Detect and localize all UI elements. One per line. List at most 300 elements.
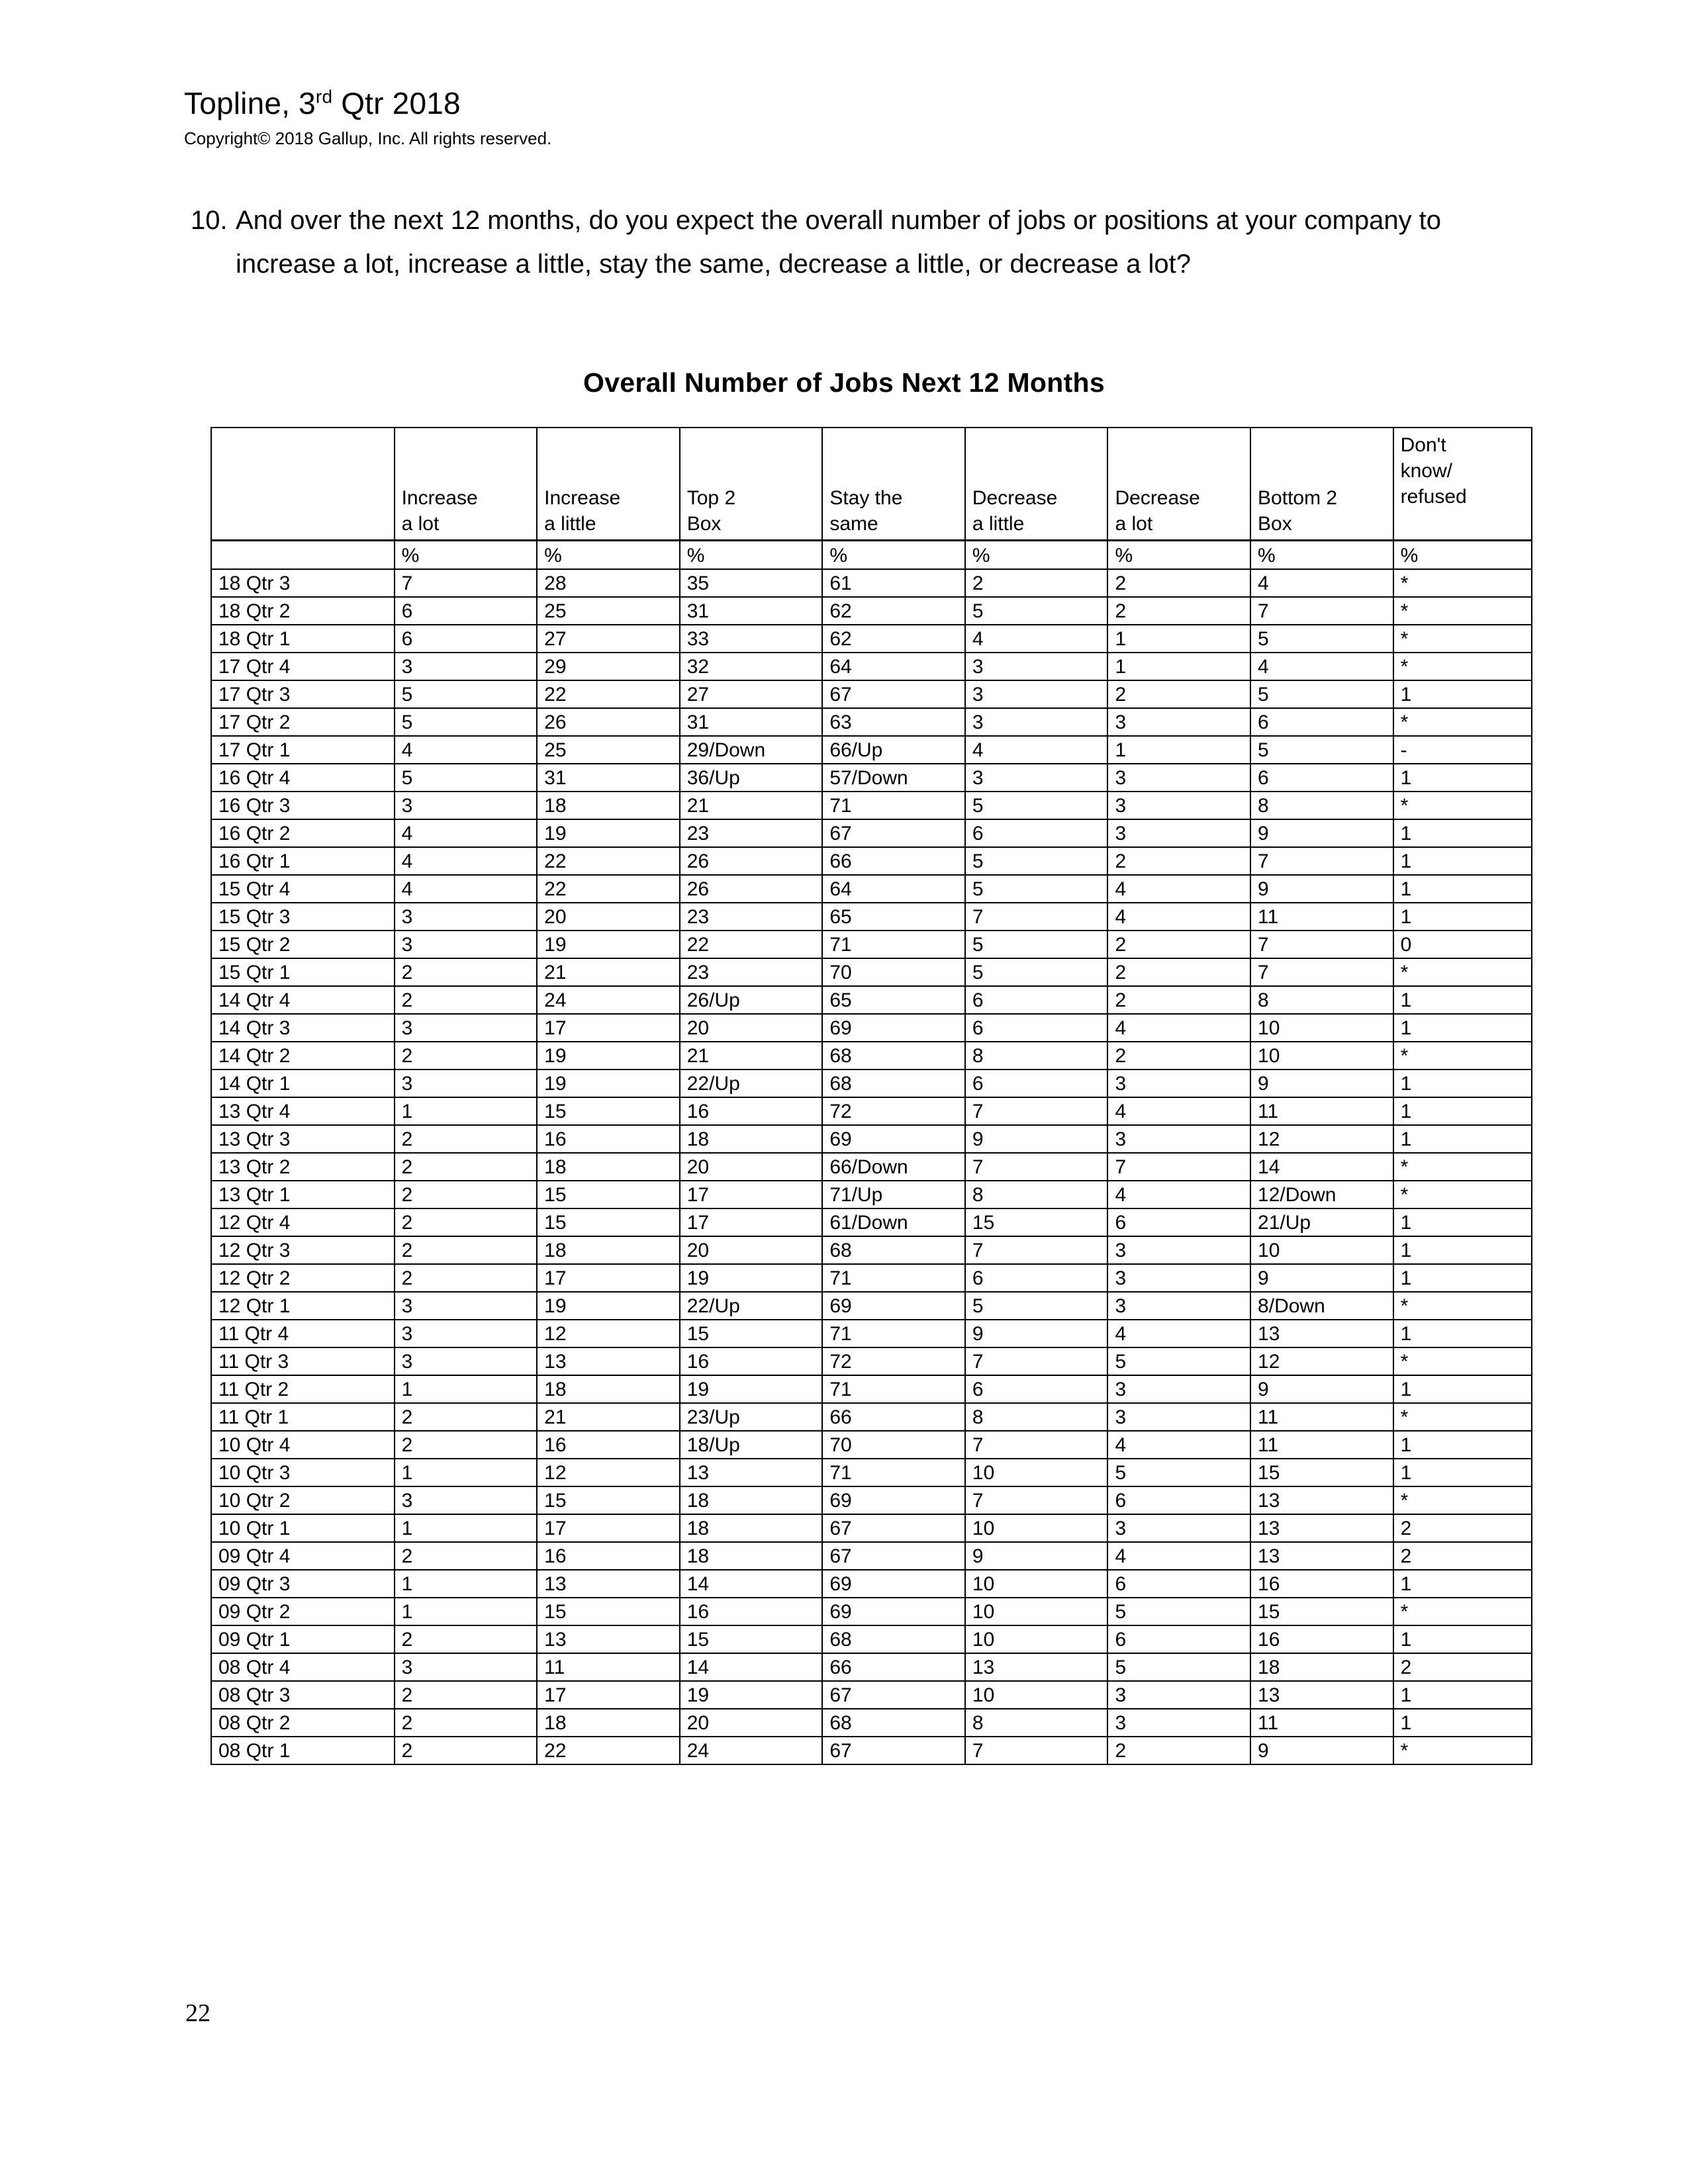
cell-bottom-2-box: 9: [1250, 1069, 1393, 1097]
cell-dont-know-refused: 1: [1393, 1320, 1532, 1347]
cell-increase-a-little: 18: [537, 1153, 680, 1181]
cell-stay-the-same: 71: [822, 1375, 965, 1403]
cell-increase-a-little: 19: [537, 819, 680, 847]
cell-stay-the-same: 72: [822, 1097, 965, 1125]
cell-dont-know-refused: *: [1393, 653, 1532, 680]
cell-stay-the-same: 66/Up: [822, 736, 965, 764]
cell-increase-a-lot: 2: [395, 1737, 538, 1764]
table-row: [211, 847, 1532, 875]
cell-period: 16 Qtr 2: [211, 819, 395, 847]
cell-period: 15 Qtr 4: [211, 875, 395, 903]
cell-top-2-box: 18/Up: [680, 1431, 823, 1459]
cell-bottom-2-box: 9: [1250, 1375, 1393, 1403]
cell-increase-a-lot: 3: [395, 1069, 538, 1097]
cell-top-2-box: 16: [680, 1347, 823, 1375]
table-row: [211, 597, 1532, 625]
cell-decrease-a-lot: 4: [1107, 1097, 1250, 1125]
cell-increase-a-lot: 3: [395, 931, 538, 958]
page-header: [184, 85, 1442, 150]
cell-bottom-2-box: 9: [1250, 819, 1393, 847]
cell-top-2-box: 32: [680, 653, 823, 680]
cell-bottom-2-box: 15: [1250, 1598, 1393, 1625]
cell-decrease-a-little: 7: [965, 1737, 1108, 1764]
cell-decrease-a-little: 5: [965, 958, 1108, 986]
cell-top-2-box: 20: [680, 1153, 823, 1181]
cell-top-2-box: 26/Up: [680, 986, 823, 1014]
cell-increase-a-little: 15: [537, 1208, 680, 1236]
table-row: [211, 1069, 1532, 1097]
cell-increase-a-lot: 3: [395, 1486, 538, 1514]
table-title: Overall Number of Jobs Next 12 Months: [583, 367, 1105, 398]
cell-stay-the-same: 67: [822, 1514, 965, 1542]
column-header-line: know/: [1400, 460, 1452, 482]
cell-bottom-2-box: 5: [1250, 680, 1393, 708]
cell-increase-a-lot: 2: [395, 986, 538, 1014]
cell-top-2-box: 17: [680, 1208, 823, 1236]
cell-increase-a-lot: 2: [395, 1709, 538, 1737]
cell-stay-the-same: 68: [822, 1069, 965, 1097]
cell-dont-know-refused: *: [1393, 1153, 1532, 1181]
cell-bottom-2-box: 6: [1250, 764, 1393, 792]
cell-period: 17 Qtr 4: [211, 653, 395, 680]
cell-increase-a-little: 13: [537, 1347, 680, 1375]
cell-decrease-a-lot: 3: [1107, 819, 1250, 847]
column-unit-bottom-2-box: %: [1250, 540, 1393, 569]
cell-dont-know-refused: *: [1393, 569, 1532, 597]
cell-increase-a-little: 22: [537, 847, 680, 875]
column-header-line: Increase: [544, 486, 621, 509]
cell-decrease-a-lot: 5: [1107, 1459, 1250, 1486]
cell-decrease-a-little: 5: [965, 597, 1108, 625]
cell-top-2-box: 16: [680, 1097, 823, 1125]
cell-increase-a-little: 19: [537, 931, 680, 958]
cell-increase-a-little: 16: [537, 1542, 680, 1570]
cell-top-2-box: 22: [680, 931, 823, 958]
cell-increase-a-lot: 1: [395, 1459, 538, 1486]
cell-top-2-box: 20: [680, 1236, 823, 1264]
cell-dont-know-refused: *: [1393, 958, 1532, 986]
cell-dont-know-refused: 1: [1393, 1236, 1532, 1264]
cell-bottom-2-box: 7: [1250, 958, 1393, 986]
cell-bottom-2-box: 5: [1250, 736, 1393, 764]
cell-dont-know-refused: *: [1393, 1292, 1532, 1320]
cell-stay-the-same: 69: [822, 1125, 965, 1153]
cell-top-2-box: 19: [680, 1375, 823, 1403]
cell-decrease-a-little: 5: [965, 847, 1108, 875]
cell-period: 14 Qtr 3: [211, 1014, 395, 1042]
cell-increase-a-little: 18: [537, 1709, 680, 1737]
copyright-notice: Copyright© 2018 Gallup, Inc. All rights reserved.: [184, 128, 552, 148]
cell-increase-a-lot: 3: [395, 1320, 538, 1347]
cell-increase-a-lot: 2: [395, 1153, 538, 1181]
cell-top-2-box: 18: [680, 1486, 823, 1514]
cell-decrease-a-lot: 2: [1107, 931, 1250, 958]
table-row: [211, 1486, 1532, 1514]
cell-increase-a-little: 12: [537, 1320, 680, 1347]
cell-top-2-box: 14: [680, 1653, 823, 1681]
cell-dont-know-refused: 1: [1393, 819, 1532, 847]
cell-increase-a-little: 31: [537, 764, 680, 792]
cell-decrease-a-little: 5: [965, 792, 1108, 819]
cell-increase-a-little: 15: [537, 1181, 680, 1208]
cell-stay-the-same: 66/Down: [822, 1153, 965, 1181]
cell-dont-know-refused: 1: [1393, 1375, 1532, 1403]
cell-decrease-a-lot: 3: [1107, 1375, 1250, 1403]
cell-dont-know-refused: 1: [1393, 1570, 1532, 1598]
cell-stay-the-same: 68: [822, 1042, 965, 1069]
table-row: [211, 958, 1532, 986]
cell-decrease-a-little: 3: [965, 708, 1108, 736]
cell-increase-a-little: 11: [537, 1653, 680, 1681]
table-row: [211, 1181, 1532, 1208]
cell-increase-a-lot: 2: [395, 1236, 538, 1264]
cell-decrease-a-lot: 5: [1107, 1653, 1250, 1681]
cell-top-2-box: 21: [680, 1042, 823, 1069]
cell-increase-a-lot: 2: [395, 1625, 538, 1653]
column-header-period: [211, 428, 395, 540]
cell-increase-a-lot: 7: [395, 569, 538, 597]
cell-top-2-box: 33: [680, 625, 823, 653]
cell-bottom-2-box: 8/Down: [1250, 1292, 1393, 1320]
cell-decrease-a-little: 3: [965, 680, 1108, 708]
cell-bottom-2-box: 16: [1250, 1570, 1393, 1598]
table-row: [211, 1403, 1532, 1431]
cell-increase-a-lot: 2: [395, 1264, 538, 1292]
table-row: [211, 819, 1532, 847]
cell-stay-the-same: 62: [822, 597, 965, 625]
cell-dont-know-refused: 1: [1393, 903, 1532, 931]
cell-period: 13 Qtr 2: [211, 1153, 395, 1181]
table-row: [211, 931, 1532, 958]
table-row: [211, 1014, 1532, 1042]
cell-increase-a-lot: 3: [395, 1014, 538, 1042]
cell-increase-a-lot: 2: [395, 1042, 538, 1069]
cell-top-2-box: 35: [680, 569, 823, 597]
cell-increase-a-little: 19: [537, 1042, 680, 1069]
cell-decrease-a-lot: 3: [1107, 1709, 1250, 1737]
cell-period: 08 Qtr 2: [211, 1709, 395, 1737]
cell-decrease-a-lot: 2: [1107, 958, 1250, 986]
cell-bottom-2-box: 10: [1250, 1042, 1393, 1069]
cell-increase-a-lot: 5: [395, 708, 538, 736]
cell-increase-a-lot: 2: [395, 1681, 538, 1709]
cell-decrease-a-little: 8: [965, 1709, 1108, 1737]
cell-increase-a-little: 22: [537, 1737, 680, 1764]
cell-stay-the-same: 71: [822, 931, 965, 958]
cell-increase-a-lot: 5: [395, 680, 538, 708]
cell-decrease-a-lot: 4: [1107, 1542, 1250, 1570]
cell-decrease-a-lot: 4: [1107, 1320, 1250, 1347]
cell-top-2-box: 31: [680, 597, 823, 625]
cell-period: 15 Qtr 2: [211, 931, 395, 958]
cell-decrease-a-lot: 2: [1107, 680, 1250, 708]
cell-decrease-a-lot: 2: [1107, 1737, 1250, 1764]
cell-dont-know-refused: *: [1393, 597, 1532, 625]
cell-top-2-box: 19: [680, 1264, 823, 1292]
cell-top-2-box: 23: [680, 903, 823, 931]
cell-decrease-a-lot: 3: [1107, 1681, 1250, 1709]
cell-stay-the-same: 67: [822, 1737, 965, 1764]
cell-decrease-a-lot: 4: [1107, 903, 1250, 931]
cell-period: 18 Qtr 3: [211, 569, 395, 597]
cell-dont-know-refused: 1: [1393, 764, 1532, 792]
cell-increase-a-little: 16: [537, 1125, 680, 1153]
cell-decrease-a-little: 7: [965, 1431, 1108, 1459]
cell-decrease-a-little: 10: [965, 1681, 1108, 1709]
cell-period: 12 Qtr 1: [211, 1292, 395, 1320]
cell-top-2-box: 23/Up: [680, 1403, 823, 1431]
cell-decrease-a-little: 6: [965, 1014, 1108, 1042]
cell-top-2-box: 17: [680, 1181, 823, 1208]
cell-decrease-a-lot: 5: [1107, 1347, 1250, 1375]
cell-stay-the-same: 66: [822, 1653, 965, 1681]
cell-stay-the-same: 71: [822, 1264, 965, 1292]
table-row: [211, 1431, 1532, 1459]
cell-increase-a-little: 17: [537, 1681, 680, 1709]
cell-stay-the-same: 64: [822, 653, 965, 680]
question-text: And over the next 12 months, do you expect the overall number of jobs or positions at your company to increase a lot, increase a little, stay the same, decrease a little, or decrease a lot?: [236, 206, 1442, 279]
cell-period: 14 Qtr 1: [211, 1069, 395, 1097]
cell-increase-a-little: 17: [537, 1514, 680, 1542]
cell-increase-a-little: 19: [537, 1069, 680, 1097]
cell-increase-a-little: 27: [537, 625, 680, 653]
cell-increase-a-lot: 4: [395, 847, 538, 875]
table-row: [211, 875, 1532, 903]
cell-increase-a-lot: 2: [395, 1403, 538, 1431]
table-row: [211, 1292, 1532, 1320]
cell-increase-a-little: 17: [537, 1264, 680, 1292]
cell-increase-a-little: 28: [537, 569, 680, 597]
cell-period: 08 Qtr 3: [211, 1681, 395, 1709]
cell-decrease-a-lot: 1: [1107, 736, 1250, 764]
cell-decrease-a-little: 10: [965, 1514, 1108, 1542]
cell-bottom-2-box: 11: [1250, 1097, 1393, 1125]
table-row: [211, 1542, 1532, 1570]
cell-decrease-a-little: 15: [965, 1208, 1108, 1236]
cell-period: 18 Qtr 1: [211, 625, 395, 653]
document-title-ordinal-suffix: rd: [315, 86, 333, 107]
table-row: [211, 986, 1532, 1014]
cell-period: 10 Qtr 3: [211, 1459, 395, 1486]
table-row: [211, 1125, 1532, 1153]
cell-stay-the-same: 66: [822, 1403, 965, 1431]
cell-dont-know-refused: *: [1393, 1181, 1532, 1208]
table-row: [211, 708, 1532, 736]
cell-bottom-2-box: 13: [1250, 1320, 1393, 1347]
cell-increase-a-lot: 1: [395, 1570, 538, 1598]
cell-decrease-a-little: 7: [965, 1153, 1108, 1181]
table-row: [211, 1737, 1532, 1764]
cell-bottom-2-box: 15: [1250, 1459, 1393, 1486]
cell-period: 09 Qtr 4: [211, 1542, 395, 1570]
cell-decrease-a-lot: 3: [1107, 1264, 1250, 1292]
cell-period: 17 Qtr 2: [211, 708, 395, 736]
cell-increase-a-lot: 1: [395, 1598, 538, 1625]
column-header-decrease-a-lot: [1107, 428, 1250, 540]
cell-top-2-box: 29/Down: [680, 736, 823, 764]
cell-bottom-2-box: 11: [1250, 1709, 1393, 1737]
cell-top-2-box: 13: [680, 1459, 823, 1486]
cell-stay-the-same: 65: [822, 903, 965, 931]
cell-dont-know-refused: *: [1393, 1486, 1532, 1514]
cell-period: 09 Qtr 3: [211, 1570, 395, 1598]
column-header-stay-the-same: [822, 428, 965, 540]
cell-stay-the-same: 65: [822, 986, 965, 1014]
document-title-main: Topline, 3: [184, 86, 316, 120]
column-header-line: Increase: [401, 486, 478, 509]
cell-period: 11 Qtr 2: [211, 1375, 395, 1403]
cell-decrease-a-little: 10: [965, 1570, 1108, 1598]
cell-dont-know-refused: 1: [1393, 875, 1532, 903]
table-row: [211, 1514, 1532, 1542]
cell-dont-know-refused: 2: [1393, 1542, 1532, 1570]
cell-top-2-box: 26: [680, 847, 823, 875]
cell-dont-know-refused: 1: [1393, 1625, 1532, 1653]
table-row: [211, 1236, 1532, 1264]
cell-period: 12 Qtr 3: [211, 1236, 395, 1264]
cell-decrease-a-lot: 3: [1107, 1403, 1250, 1431]
cell-bottom-2-box: 13: [1250, 1514, 1393, 1542]
cell-bottom-2-box: 10: [1250, 1236, 1393, 1264]
cell-period: 11 Qtr 1: [211, 1403, 395, 1431]
cell-bottom-2-box: 12: [1250, 1347, 1393, 1375]
cell-dont-know-refused: *: [1393, 708, 1532, 736]
cell-period: 09 Qtr 2: [211, 1598, 395, 1625]
column-unit-decrease-a-lot: %: [1107, 540, 1250, 569]
cell-increase-a-lot: 4: [395, 819, 538, 847]
table-row: [211, 1042, 1532, 1069]
cell-stay-the-same: 68: [822, 1625, 965, 1653]
cell-increase-a-lot: 3: [395, 1347, 538, 1375]
column-header-decrease-a-little: [965, 428, 1108, 540]
cell-bottom-2-box: 7: [1250, 847, 1393, 875]
cell-decrease-a-little: 5: [965, 875, 1108, 903]
cell-decrease-a-lot: 3: [1107, 708, 1250, 736]
column-header-line: Stay the: [829, 486, 903, 509]
cell-bottom-2-box: 9: [1250, 1264, 1393, 1292]
cell-increase-a-lot: 2: [395, 1125, 538, 1153]
column-header-line: Decrease: [972, 486, 1058, 509]
cell-top-2-box: 16: [680, 1598, 823, 1625]
cell-decrease-a-lot: 2: [1107, 597, 1250, 625]
table-row: [211, 1264, 1532, 1292]
column-header-increase-a-little: [537, 428, 680, 540]
cell-decrease-a-little: 9: [965, 1320, 1108, 1347]
column-header-dont-know-refused: [1393, 428, 1532, 540]
cell-period: 12 Qtr 4: [211, 1208, 395, 1236]
table-row: [211, 1459, 1532, 1486]
cell-dont-know-refused: 1: [1393, 1069, 1532, 1097]
cell-decrease-a-lot: 3: [1107, 1292, 1250, 1320]
cell-stay-the-same: 66: [822, 847, 965, 875]
cell-decrease-a-lot: 2: [1107, 1042, 1250, 1069]
table-row: [211, 1653, 1532, 1681]
cell-stay-the-same: 70: [822, 1431, 965, 1459]
cell-decrease-a-little: 7: [965, 1236, 1108, 1264]
cell-bottom-2-box: 13: [1250, 1486, 1393, 1514]
column-unit-dont-know-refused: %: [1393, 540, 1532, 569]
cell-dont-know-refused: 2: [1393, 1514, 1532, 1542]
column-header-top-2-box: [680, 428, 823, 540]
cell-dont-know-refused: 1: [1393, 847, 1532, 875]
cell-top-2-box: 18: [680, 1125, 823, 1153]
column-header-line: Top 2: [686, 486, 736, 509]
cell-increase-a-little: 13: [537, 1625, 680, 1653]
column-unit-decrease-a-little: %: [965, 540, 1108, 569]
cell-stay-the-same: 69: [822, 1570, 965, 1598]
cell-dont-know-refused: 1: [1393, 1459, 1532, 1486]
column-header-line: refused: [1400, 486, 1467, 508]
cell-stay-the-same: 61/Down: [822, 1208, 965, 1236]
cell-bottom-2-box: 16: [1250, 1625, 1393, 1653]
cell-bottom-2-box: 11: [1250, 1431, 1393, 1459]
cell-dont-know-refused: *: [1393, 1737, 1532, 1764]
table-row: [211, 792, 1532, 819]
cell-decrease-a-lot: 6: [1107, 1570, 1250, 1598]
cell-period: 17 Qtr 1: [211, 736, 395, 764]
cell-decrease-a-little: 13: [965, 1653, 1108, 1681]
table-row: [211, 625, 1532, 653]
cell-stay-the-same: 69: [822, 1292, 965, 1320]
table-row: [211, 1570, 1532, 1598]
cell-stay-the-same: 62: [822, 625, 965, 653]
cell-decrease-a-lot: 3: [1107, 1125, 1250, 1153]
cell-decrease-a-little: 10: [965, 1625, 1108, 1653]
cell-decrease-a-little: 10: [965, 1598, 1108, 1625]
cell-period: 13 Qtr 1: [211, 1181, 395, 1208]
cell-bottom-2-box: 13: [1250, 1542, 1393, 1570]
cell-top-2-box: 36/Up: [680, 764, 823, 792]
cell-stay-the-same: 67: [822, 1542, 965, 1570]
cell-decrease-a-lot: 3: [1107, 1069, 1250, 1097]
cell-increase-a-lot: 4: [395, 736, 538, 764]
cell-increase-a-little: 26: [537, 708, 680, 736]
document-title: [184, 85, 1442, 122]
cell-decrease-a-little: 6: [965, 986, 1108, 1014]
column-unit-increase-a-little: %: [537, 540, 680, 569]
cell-increase-a-little: 21: [537, 1403, 680, 1431]
table-row: [211, 680, 1532, 708]
cell-bottom-2-box: 8: [1250, 792, 1393, 819]
cell-bottom-2-box: 10: [1250, 1014, 1393, 1042]
cell-decrease-a-little: 9: [965, 1542, 1108, 1570]
cell-decrease-a-lot: 6: [1107, 1625, 1250, 1653]
table-row: [211, 1208, 1532, 1236]
column-unit-stay-the-same: %: [822, 540, 965, 569]
cell-period: 08 Qtr 4: [211, 1653, 395, 1681]
cell-decrease-a-little: 8: [965, 1042, 1108, 1069]
cell-increase-a-lot: 1: [395, 1375, 538, 1403]
cell-decrease-a-little: 8: [965, 1403, 1108, 1431]
column-unit-period: [211, 540, 395, 569]
table-row: [211, 1320, 1532, 1347]
cell-stay-the-same: 68: [822, 1709, 965, 1737]
column-header-line: same: [829, 512, 878, 535]
cell-decrease-a-little: 2: [965, 569, 1108, 597]
cell-increase-a-little: 22: [537, 680, 680, 708]
cell-decrease-a-lot: 5: [1107, 1598, 1250, 1625]
cell-decrease-a-lot: 6: [1107, 1208, 1250, 1236]
cell-increase-a-lot: 6: [395, 597, 538, 625]
cell-dont-know-refused: *: [1393, 1042, 1532, 1069]
table-row: [211, 569, 1532, 597]
cell-decrease-a-little: 4: [965, 736, 1108, 764]
cell-increase-a-little: 21: [537, 958, 680, 986]
cell-decrease-a-lot: 1: [1107, 653, 1250, 680]
table-unit-row: [211, 540, 1532, 569]
cell-decrease-a-lot: 4: [1107, 875, 1250, 903]
table-row: [211, 1681, 1532, 1709]
